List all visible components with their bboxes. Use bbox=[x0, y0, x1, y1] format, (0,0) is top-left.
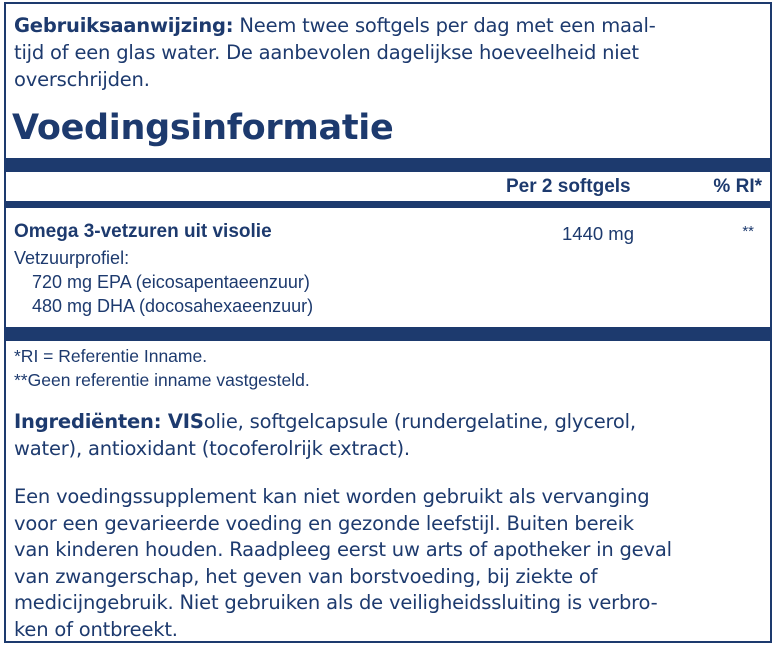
table-header-bar bbox=[6, 201, 770, 208]
nutrient-name: Omega 3-vetzuren uit visolie bbox=[14, 221, 272, 242]
ingredients bbox=[14, 408, 766, 462]
ingredients-highlight: VIS bbox=[161, 410, 204, 433]
table-bottom-bar bbox=[6, 327, 770, 341]
usage-line-3: overschrijden. bbox=[14, 68, 150, 91]
warning-line: Een voedingssupplement kan niet worden gebruikt als vervanging bbox=[14, 485, 650, 508]
warning-text bbox=[14, 484, 766, 643]
usage-line-2: tijd of een glas water. De aanbevolen dagelijkse hoeveelheid niet bbox=[14, 41, 639, 64]
fatty-acid-profile bbox=[14, 246, 313, 318]
table-top-bar bbox=[6, 158, 770, 172]
nutrient-amount: 1440 mg bbox=[562, 223, 634, 244]
warning-line: voor een gevarieerde voeding en gezonde leefstijl. Buiten bereik bbox=[14, 511, 634, 535]
nutrition-title: Voedingsinformatie bbox=[12, 108, 394, 148]
footnote-no-ri: **Geen referentie inname vastgesteld. bbox=[14, 370, 310, 390]
usage-instructions bbox=[14, 12, 764, 93]
ingredients-label: Ingrediënten: bbox=[14, 410, 162, 433]
profile-item-dha: 480 mg DHA (docosahexaeenzuur) bbox=[32, 296, 314, 316]
profile-item-epa: 720 mg EPA (eicosapentaeenzuur) bbox=[32, 272, 310, 292]
usage-line-1: Neem twee softgels per dag met een maal- bbox=[233, 14, 656, 37]
profile-label: Vetzuurprofiel: bbox=[14, 248, 130, 268]
usage-label: Gebruiksaanwijzing: bbox=[14, 14, 234, 37]
footnotes bbox=[14, 344, 310, 392]
footnote-ri: *RI = Referentie Inname. bbox=[14, 346, 208, 366]
warning-line: medicijngebruik. Niet gebruiken als de veiligheidssluiting is verbro- bbox=[14, 591, 658, 614]
warning-line: van zwangerschap, het geven van borstvoeding, bij ziekte of bbox=[14, 564, 598, 588]
warning-line: ken of ontbreekt. bbox=[14, 617, 178, 641]
nutrient-ri: ** bbox=[742, 223, 754, 240]
warning-line: van kinderen houden. Raadpleeg eerst uw arts of apotheker in geval bbox=[14, 538, 672, 561]
ingredients-line-1: olie, softgelcapsule (rundergelatine, glycerol, bbox=[203, 410, 636, 433]
supplement-label-panel bbox=[4, 2, 772, 643]
column-header-per-serving: Per 2 softgels bbox=[506, 176, 631, 197]
ingredients-line-2: water), antioxidant (tocoferolrijk extract). bbox=[14, 437, 410, 460]
column-header-ri: % RI* bbox=[713, 176, 762, 197]
